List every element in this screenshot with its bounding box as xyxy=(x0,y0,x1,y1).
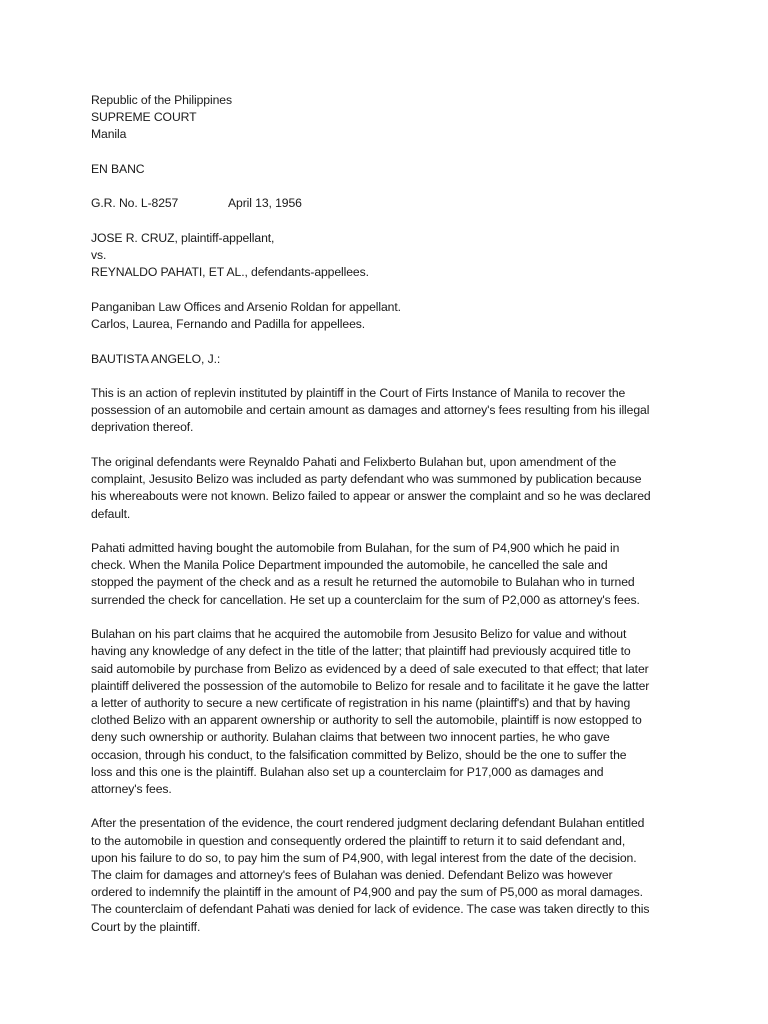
paragraph-line: his whereabouts were not known. Belizo failed to appear or answer the complaint and so he was declared xyxy=(91,489,651,504)
paragraph-line: to the automobile in question and consequently ordered the plaintiff to return it to said defendant and, xyxy=(91,833,626,848)
court-city: Manila xyxy=(91,127,127,142)
court-header xyxy=(91,92,691,144)
counsel-appellees: Carlos, Laurea, Fernando and Padilla for appellees. xyxy=(91,317,366,332)
case-parties xyxy=(91,230,691,282)
paragraph-line: The original defendants were Reynaldo Pahati and Felixberto Bulahan but, upon amendment of the xyxy=(91,454,617,469)
division xyxy=(91,161,691,178)
body-paragraph xyxy=(91,626,691,798)
court-name: SUPREME COURT xyxy=(91,110,197,125)
paragraph-line: a letter of authority to secure a new certificate of registration in his name (plaintiff's) and that by having xyxy=(91,695,631,710)
plaintiff-line: JOSE R. CRUZ, plaintiff-appellant, xyxy=(91,230,275,245)
paragraph-line: deny such ownership or authority. Bulahan claims that between two innocent parties, he who gave xyxy=(91,730,610,745)
defendants-line: REYNALDO PAHATI, ET AL., defendants-appellees. xyxy=(91,265,369,280)
ponente-name: BAUTISTA ANGELO, J.: xyxy=(91,351,221,366)
paragraph-line: Bulahan on his part claims that he acquired the automobile from Jesusito Belizo for value and without xyxy=(91,627,627,642)
paragraph-line: surrended the check for cancellation. He set up a counterclaim for the sum of P2,000 as attorney's fees. xyxy=(91,592,640,607)
paragraph-line: said automobile by purchase from Belizo as evidenced by a deed of sale executed to that effect; that later xyxy=(91,661,649,676)
country-name: Republic of the Philippines xyxy=(91,93,232,107)
paragraph-line: possession of an automobile and certain amount as damages and attorney's fees resulting from his illegal xyxy=(91,403,650,418)
paragraph-line: Court by the plaintiff. xyxy=(91,919,201,934)
body-paragraph xyxy=(91,385,691,437)
decision-date: April 13, 1956 xyxy=(228,196,302,211)
paragraph-line: clothed Belizo with an apparent ownership or authority to sell the automobile, plaintiff is now estopped to xyxy=(91,713,642,728)
paragraph-line: having any knowledge of any defect in the title of the latter; that plaintiff had previously acquired title to xyxy=(91,644,631,659)
versus-line: vs. xyxy=(91,248,107,263)
ponente xyxy=(91,351,691,368)
case-info xyxy=(91,195,691,212)
paragraph-line: loss and this one is the plaintiff. Bulahan also set up a counterclaim for P17,000 as damages and xyxy=(91,764,604,779)
body-paragraph xyxy=(91,815,691,935)
paragraph-line: deprivation thereof. xyxy=(91,420,194,435)
paragraph-line: default. xyxy=(91,506,131,521)
paragraph-line: The claim for damages and attorney's fees of Bulahan was denied. Defendant Belizo was however xyxy=(91,868,613,883)
body-paragraph xyxy=(91,454,691,523)
counsel xyxy=(91,299,691,333)
paragraph-line: attorney's fees. xyxy=(91,781,172,796)
paragraph-line: After the presentation of the evidence, the court rendered judgment declaring defendant Bulahan entitled xyxy=(91,816,645,831)
paragraph-line: complaint, Jesusito Belizo was included as party defendant who was summoned by publication because xyxy=(91,472,642,487)
paragraph-line: occasion, through his conduct, to the falsification committed by Belizo, should be the one to suffer the xyxy=(91,747,627,762)
paragraph-line: The counterclaim of defendant Pahati was denied for lack of evidence. The case was taken directly to this xyxy=(91,902,650,917)
counsel-appellant: Panganiban Law Offices and Arsenio Roldan for appellant. xyxy=(91,299,401,314)
body-paragraph xyxy=(91,540,691,609)
paragraph-line: Pahati admitted having bought the automobile from Bulahan, for the sum of P4,900 which he paid in xyxy=(91,541,620,556)
division-label: EN BANC xyxy=(91,161,145,176)
paragraph-line: upon his failure to do so, to pay him the sum of P4,900, with legal interest from the date of the decision. xyxy=(91,850,637,865)
paragraph-line: check. When the Manila Police Department impounded the automobile, he cancelled the sale and xyxy=(91,558,608,573)
paragraph-line: This is an action of replevin instituted by plaintiff in the Court of Firts Instance of Manila to recover the xyxy=(91,386,626,401)
gr-number: G.R. No. L-8257 xyxy=(91,196,179,211)
paragraph-line: plaintiff delivered the possession of the automobile to Belizo for resale and to facilitate it he gave the latter xyxy=(91,678,650,693)
document-page xyxy=(91,92,691,953)
paragraph-line: stopped the payment of the check and as a result he returned the automobile to Bulahan who in turned xyxy=(91,575,635,590)
paragraph-line: ordered to indemnify the plaintiff in the amount of P4,900 and pay the sum of P5,000 as moral damages. xyxy=(91,885,643,900)
